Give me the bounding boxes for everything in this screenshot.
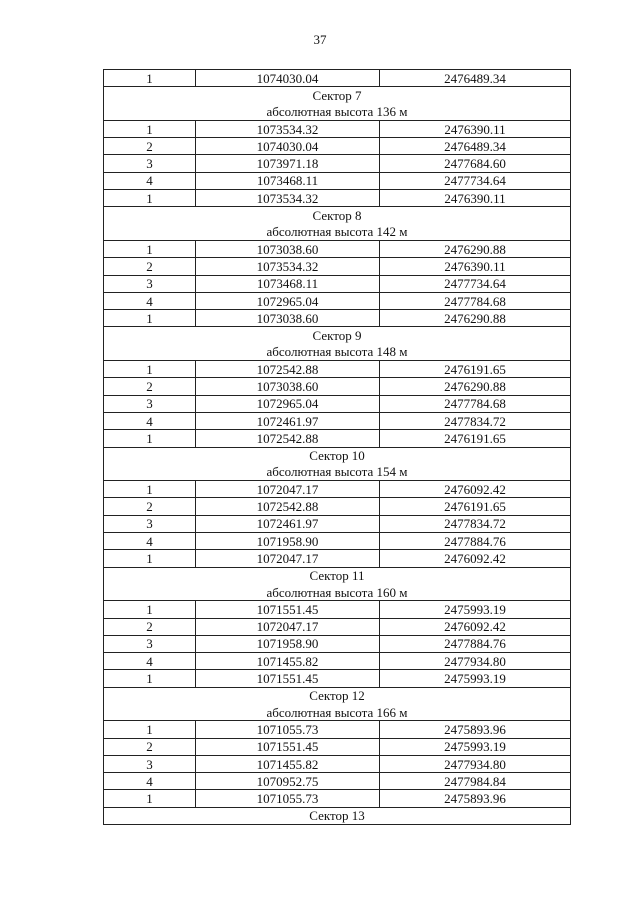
x-coordinate-cell: 1071551.45 [196, 738, 380, 755]
table-row [104, 721, 571, 738]
point-number-cell: 1 [104, 601, 196, 618]
y-coordinate-cell: 2476092.42 [380, 618, 571, 635]
point-number-cell: 3 [104, 395, 196, 412]
point-number-cell: 4 [104, 653, 196, 670]
x-coordinate-cell: 1072047.17 [196, 481, 380, 498]
y-coordinate-cell: 2477934.80 [380, 653, 571, 670]
y-coordinate-cell: 2476092.42 [380, 550, 571, 567]
point-number-cell: 1 [104, 240, 196, 257]
y-coordinate-cell: 2476390.11 [380, 258, 571, 275]
table-row [104, 310, 571, 327]
table-row [104, 240, 571, 257]
sector-altitude: абсолютная высота 160 м [104, 584, 571, 601]
coordinates-table [103, 69, 571, 825]
y-coordinate-cell: 2477734.64 [380, 172, 571, 189]
table-row [104, 70, 571, 87]
point-number-cell: 1 [104, 361, 196, 378]
x-coordinate-cell: 1071055.73 [196, 790, 380, 807]
sector-title-row [104, 87, 571, 104]
sector-altitude-row [104, 104, 571, 121]
point-number-cell: 4 [104, 533, 196, 550]
sector-title: Сектор 10 [104, 447, 571, 464]
sector-altitude-row [104, 344, 571, 361]
x-coordinate-cell: 1073534.32 [196, 258, 380, 275]
sector-altitude-row [104, 224, 571, 241]
point-number-cell: 1 [104, 670, 196, 687]
y-coordinate-cell: 2476290.88 [380, 310, 571, 327]
point-number-cell: 1 [104, 790, 196, 807]
point-number-cell: 2 [104, 138, 196, 155]
sector-altitude: абсолютная высота 154 м [104, 464, 571, 481]
y-coordinate-cell: 2475993.19 [380, 738, 571, 755]
x-coordinate-cell: 1071055.73 [196, 721, 380, 738]
y-coordinate-cell: 2475993.19 [380, 601, 571, 618]
sector-title-row [104, 327, 571, 344]
point-number-cell: 2 [104, 738, 196, 755]
y-coordinate-cell: 2476191.65 [380, 361, 571, 378]
y-coordinate-cell: 2477784.68 [380, 292, 571, 309]
point-number-cell: 1 [104, 70, 196, 87]
x-coordinate-cell: 1072965.04 [196, 292, 380, 309]
point-number-cell: 4 [104, 292, 196, 309]
point-number-cell: 1 [104, 190, 196, 207]
x-coordinate-cell: 1072047.17 [196, 550, 380, 567]
table-row [104, 670, 571, 687]
table-row [104, 292, 571, 309]
y-coordinate-cell: 2476489.34 [380, 138, 571, 155]
y-coordinate-cell: 2477934.80 [380, 755, 571, 772]
point-number-cell: 3 [104, 755, 196, 772]
point-number-cell: 1 [104, 481, 196, 498]
x-coordinate-cell: 1072461.97 [196, 515, 380, 532]
x-coordinate-cell: 1074030.04 [196, 70, 380, 87]
point-number-cell: 3 [104, 515, 196, 532]
y-coordinate-cell: 2477884.76 [380, 533, 571, 550]
table-row [104, 155, 571, 172]
table-row [104, 378, 571, 395]
point-number-cell: 1 [104, 721, 196, 738]
sector-title: Сектор 12 [104, 687, 571, 704]
table-row [104, 498, 571, 515]
point-number-cell: 4 [104, 412, 196, 429]
x-coordinate-cell: 1073468.11 [196, 172, 380, 189]
table-row [104, 790, 571, 807]
table-row [104, 755, 571, 772]
y-coordinate-cell: 2476191.65 [380, 430, 571, 447]
y-coordinate-cell: 2476489.34 [380, 70, 571, 87]
y-coordinate-cell: 2477834.72 [380, 412, 571, 429]
sector-altitude: абсолютная высота 166 м [104, 704, 571, 721]
table-row [104, 738, 571, 755]
x-coordinate-cell: 1073038.60 [196, 310, 380, 327]
y-coordinate-cell: 2475893.96 [380, 721, 571, 738]
x-coordinate-cell: 1073534.32 [196, 120, 380, 137]
point-number-cell: 1 [104, 120, 196, 137]
table-row [104, 395, 571, 412]
point-number-cell: 3 [104, 275, 196, 292]
x-coordinate-cell: 1073971.18 [196, 155, 380, 172]
table-row [104, 430, 571, 447]
x-coordinate-cell: 1072965.04 [196, 395, 380, 412]
sector-altitude-row [104, 704, 571, 721]
coordinates-table-body [104, 70, 571, 825]
y-coordinate-cell: 2475993.19 [380, 670, 571, 687]
x-coordinate-cell: 1072047.17 [196, 618, 380, 635]
y-coordinate-cell: 2477784.68 [380, 395, 571, 412]
y-coordinate-cell: 2477734.64 [380, 275, 571, 292]
x-coordinate-cell: 1071455.82 [196, 755, 380, 772]
table-row [104, 515, 571, 532]
x-coordinate-cell: 1072461.97 [196, 412, 380, 429]
sector-title-row [104, 447, 571, 464]
x-coordinate-cell: 1072542.88 [196, 498, 380, 515]
x-coordinate-cell: 1071958.90 [196, 533, 380, 550]
point-number-cell: 2 [104, 258, 196, 275]
x-coordinate-cell: 1070952.75 [196, 773, 380, 790]
table-row [104, 550, 571, 567]
table-row [104, 138, 571, 155]
sector-altitude: абсолютная высота 136 м [104, 104, 571, 121]
x-coordinate-cell: 1073038.60 [196, 240, 380, 257]
table-row [104, 190, 571, 207]
y-coordinate-cell: 2477984.84 [380, 773, 571, 790]
sector-title: Сектор 8 [104, 207, 571, 224]
x-coordinate-cell: 1073534.32 [196, 190, 380, 207]
y-coordinate-cell: 2475893.96 [380, 790, 571, 807]
point-number-cell: 1 [104, 550, 196, 567]
sector-title-row [104, 687, 571, 704]
table-row [104, 172, 571, 189]
point-number-cell: 2 [104, 618, 196, 635]
y-coordinate-cell: 2476290.88 [380, 240, 571, 257]
y-coordinate-cell: 2476390.11 [380, 190, 571, 207]
sector-title: Сектор 7 [104, 87, 571, 104]
point-number-cell: 3 [104, 635, 196, 652]
x-coordinate-cell: 1071551.45 [196, 670, 380, 687]
table-row [104, 601, 571, 618]
point-number-cell: 2 [104, 378, 196, 395]
point-number-cell: 1 [104, 310, 196, 327]
x-coordinate-cell: 1071455.82 [196, 653, 380, 670]
y-coordinate-cell: 2476092.42 [380, 481, 571, 498]
sector-title: Сектор 9 [104, 327, 571, 344]
y-coordinate-cell: 2477684.60 [380, 155, 571, 172]
table-row [104, 618, 571, 635]
y-coordinate-cell: 2477834.72 [380, 515, 571, 532]
table-row [104, 481, 571, 498]
sector-altitude-row [104, 584, 571, 601]
sector-title-row [104, 807, 571, 824]
x-coordinate-cell: 1071551.45 [196, 601, 380, 618]
x-coordinate-cell: 1074030.04 [196, 138, 380, 155]
x-coordinate-cell: 1073468.11 [196, 275, 380, 292]
page-number: 37 [313, 32, 327, 47]
point-number-cell: 4 [104, 773, 196, 790]
y-coordinate-cell: 2476191.65 [380, 498, 571, 515]
sector-title-row [104, 567, 571, 584]
point-number-cell: 1 [104, 430, 196, 447]
y-coordinate-cell: 2476290.88 [380, 378, 571, 395]
sector-altitude: абсолютная высота 148 м [104, 344, 571, 361]
table-row [104, 533, 571, 550]
point-number-cell: 4 [104, 172, 196, 189]
sector-altitude-row [104, 464, 571, 481]
y-coordinate-cell: 2476390.11 [380, 120, 571, 137]
sector-altitude: абсолютная высота 142 м [104, 224, 571, 241]
sector-title: Сектор 13 [104, 807, 571, 824]
table-row [104, 275, 571, 292]
x-coordinate-cell: 1071958.90 [196, 635, 380, 652]
table-row [104, 635, 571, 652]
sector-title: Сектор 11 [104, 567, 571, 584]
table-row [104, 258, 571, 275]
x-coordinate-cell: 1073038.60 [196, 378, 380, 395]
table-row [104, 773, 571, 790]
point-number-cell: 3 [104, 155, 196, 172]
x-coordinate-cell: 1072542.88 [196, 430, 380, 447]
table-row [104, 361, 571, 378]
table-row [104, 653, 571, 670]
x-coordinate-cell: 1072542.88 [196, 361, 380, 378]
y-coordinate-cell: 2477884.76 [380, 635, 571, 652]
table-row [104, 120, 571, 137]
point-number-cell: 2 [104, 498, 196, 515]
table-row [104, 412, 571, 429]
sector-title-row [104, 207, 571, 224]
